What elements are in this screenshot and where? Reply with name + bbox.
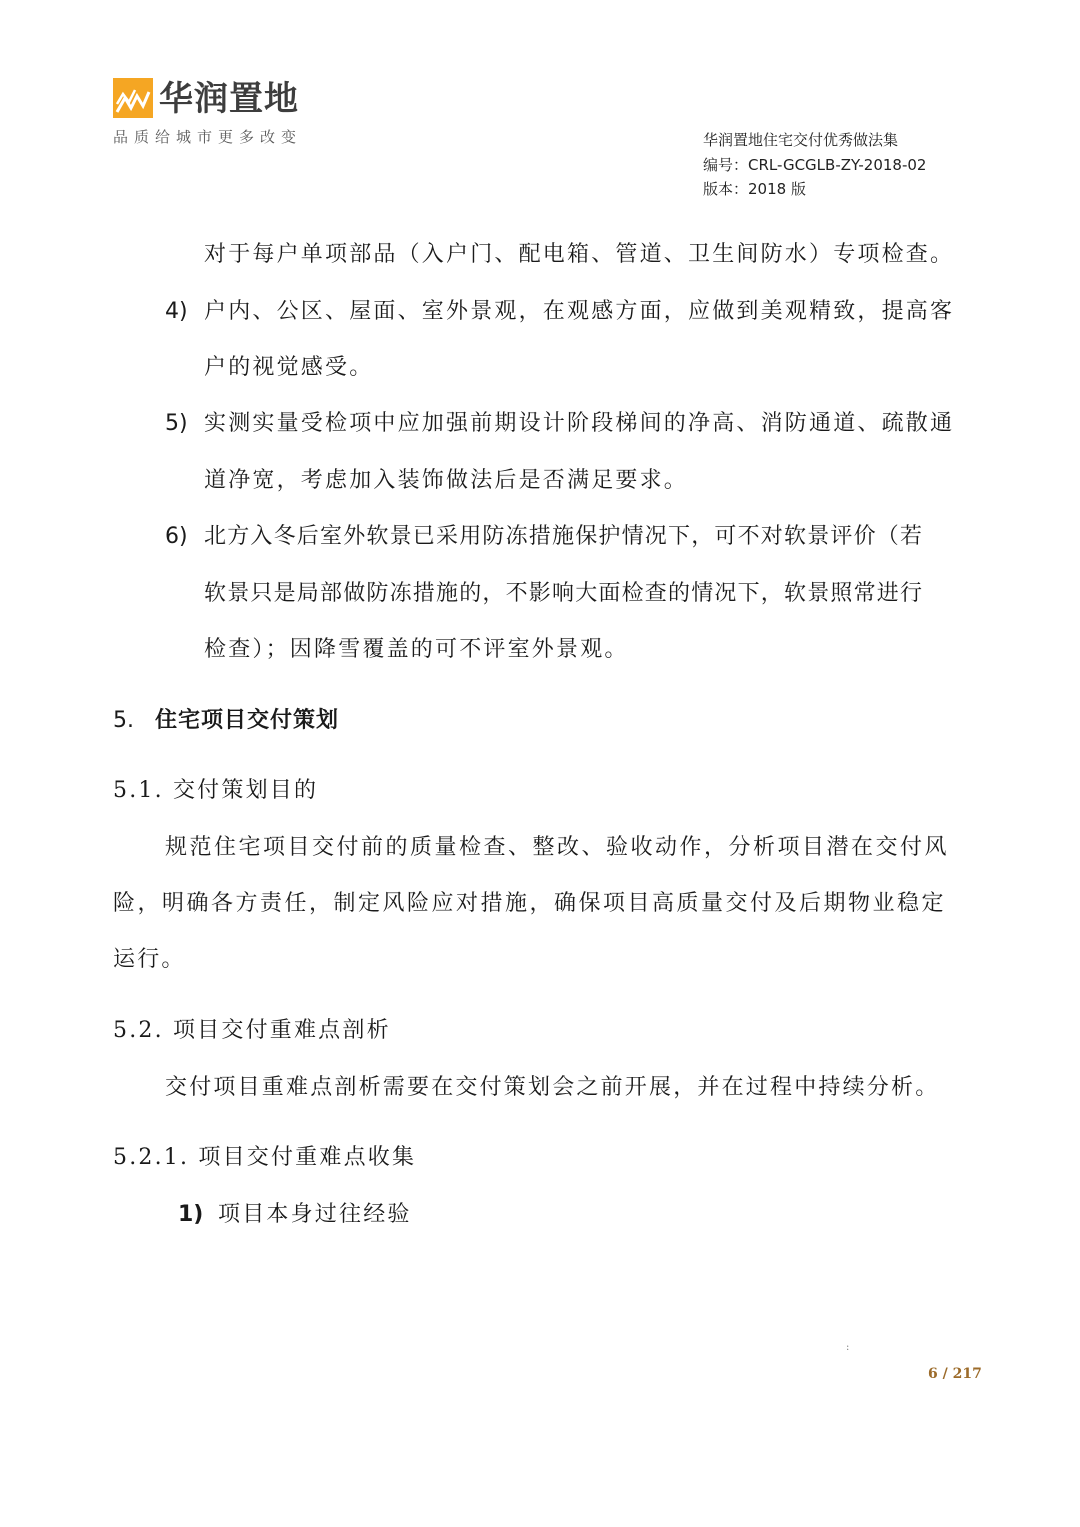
paragraph-line: 交付项目重难点剖析需要在交付策划会之前开展，并在过程中持续分析。: [165, 1075, 940, 1100]
list-item-line: 户的视觉感受。: [204, 355, 374, 380]
logo-mark-icon: [113, 78, 153, 118]
list-number: 1): [178, 1202, 204, 1227]
list-item-line: 北方入冬后室外软景已采用防冻措施保护情况下，可不对软景评价（若: [204, 524, 924, 549]
logo-name: 华润置地: [159, 79, 299, 119]
footer-mark: :: [846, 1342, 850, 1353]
doc-code: 编号：CRL-GCGLB-ZY-2018-02: [703, 155, 927, 174]
paragraph-line: 险，明确各方责任，制定风险应对措施，确保项目高质量交付及后期物业稳定: [113, 891, 947, 916]
subsubsection-heading: 5.2.1. 项目交付重难点收集: [113, 1145, 417, 1170]
subsection-heading: 5.1. 交付策划目的: [113, 778, 319, 803]
company-logo: [113, 76, 373, 156]
paragraph-line: 规范住宅项目交付前的质量检查、整改、验收动作，分析项目潜在交付风: [165, 835, 950, 860]
logo-slogan: 品质给城市更多改变: [113, 128, 303, 146]
list-item-line: 道净宽，考虑加入装饰做法后是否满足要求。: [204, 468, 689, 493]
section-number: 5.: [113, 708, 134, 733]
list-item-line: 检查）；因降雪覆盖的可不评室外景观。: [204, 637, 629, 662]
document-meta: [703, 128, 926, 202]
page-number: 6 / 217: [928, 1366, 982, 1382]
subsection-heading: 5.2. 项目交付重难点剖析: [113, 1018, 391, 1043]
section-heading: 住宅项目交付策划: [155, 708, 340, 733]
doc-title: 华润置地住宅交付优秀做法集: [703, 131, 899, 149]
list-item-line: 软景只是局部做防冻措施的，不影响大面检查的情况下，软景照常进行: [204, 581, 924, 606]
paragraph-line: 对于每户单项部品（入户门、配电箱、管道、卫生间防水）专项检查。: [204, 242, 955, 267]
list-number: 4): [165, 299, 188, 324]
list-number: 6): [165, 524, 188, 549]
list-number: 5): [165, 411, 188, 436]
doc-version: 版本：2018 版: [703, 180, 806, 198]
list-item-line: 项目本身过往经验: [218, 1202, 412, 1227]
paragraph-line: 运行。: [113, 947, 186, 972]
list-item-line: 实测实量受检项中应加强前期设计阶段梯间的净高、消防通道、疏散通: [204, 411, 955, 436]
list-item-line: 户内、公区、屋面、室外景观，在观感方面，应做到美观精致，提高客: [204, 299, 955, 324]
